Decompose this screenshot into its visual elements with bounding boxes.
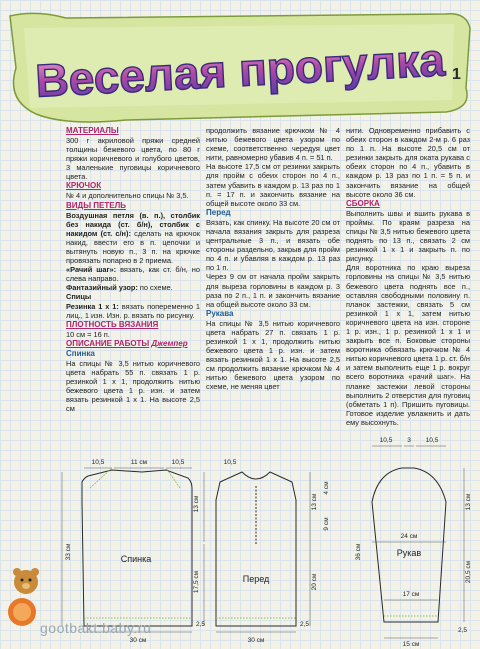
back-dim-width: 30 см <box>129 637 147 644</box>
sleeve-dim-top-mid: 3 <box>407 437 411 444</box>
heading-back: Спинка <box>66 348 95 358</box>
text-loops: сделать на крючок накид, ввести его в п. цепочки и вытянуть новую п., 3 п. на крючке провязать попарно в 2 приема. <box>66 228 200 266</box>
column-1 <box>66 126 200 413</box>
text-sleeve: На спицы № 3,5 нитью коричневого цвета набрать 27 п. связать 1 р. резинкой 1 х 1, продолжить нитью бежевого цвета 1 р. изн. и затем вязать резинкой 1 х 1. На высоте 2,5 см продолжить вязание крючком № 4 нитью бежевого цвета узором по схеме, не меняя цвет <box>206 318 340 392</box>
sleeve-dim-rib: 2,5 <box>458 627 468 634</box>
front-dim-width: 30 см <box>247 637 265 644</box>
back-label: Спинка <box>120 554 152 564</box>
text-fancy: по схеме. <box>139 283 173 293</box>
sleeve-dim-width-bottom: 17 см <box>402 591 420 598</box>
back-dim-lower: 17,5 см <box>193 570 200 594</box>
heading-needles: Спицы <box>66 292 92 302</box>
heading-sleeve: Рукава <box>206 308 234 318</box>
sleeve-dim-top-left: 10,5 <box>379 437 393 444</box>
sleeve-dim-lower: 20,5 см <box>465 560 472 584</box>
text-col2-p1: продолжить вязание крючком № 4 нитью бежевого цвета узором по схеме, соответственно чередуя цвет нити, равномерно убавив 4 п. = 51 п. <box>206 126 340 163</box>
front-dim-upper: 13 см <box>311 493 318 511</box>
heading-materials: МАТЕРИАЛЫ <box>66 126 119 135</box>
heading-hook: КРЮЧОК <box>66 181 102 191</box>
sleeve-dim-total: 36 см <box>355 543 362 561</box>
text-fancy-bold: Фантазийный узор: <box>66 283 138 293</box>
front-outline <box>216 472 296 626</box>
text-materials: 300 г акриловой пряжи средней толщины бежевого цвета, по 80 г пряжи коричневого и голубого цветов, 3 маленькие пуговицы коричневого цвета. <box>66 136 200 182</box>
pattern-diagram <box>0 432 480 649</box>
front-dim-top: 10,5 <box>223 459 237 466</box>
heading-front: Перед <box>206 207 231 217</box>
sleeve-dim-width-top: 24 см <box>400 533 418 540</box>
text-col3-p1: нити. Одновременно прибавить с обеих сторон в каждом 2-м р. 6 раз по 1 п. На высоте 20,5 см от резинки закрыть для оката рукава с обеих сторон по 4 п., убавить в каждом р. 13 раз по 1 п. = 5 п. и закончить вязание на общей высоте около 36 см. <box>346 126 470 199</box>
text-hook: № 4 и дополнительно спицы № 3,5. <box>66 191 189 201</box>
front-label: Перед <box>242 574 270 584</box>
back-outline <box>82 470 192 626</box>
heading-density: ПЛОТНОСТЬ ВЯЗАНИЯ <box>66 319 159 329</box>
text-rib-bold: Резинка 1 х 1: <box>66 301 119 311</box>
watermark: gootbakt.baby.ru <box>40 620 152 636</box>
title-banner <box>6 8 474 126</box>
back-shoulder-guides <box>90 468 180 488</box>
heading-work-sub: Джемпер <box>151 338 188 348</box>
back-dim-top-left: 10,5 <box>91 459 105 466</box>
text-loops-bold: Воздушная петля (в. п.), столбик без накида (ст. б/н), столбик с накидом (ст. с/н): <box>66 210 200 238</box>
back-dim-total: 33 см <box>65 543 72 561</box>
page-number: 1 <box>452 66 461 83</box>
text-rib: вязать попеременно 1 лиц., 1 изн. Изн. р. вязать по рисунку. <box>66 301 200 320</box>
text-col2-p2: На высоте 17,5 см от резинки закрыть для пройм с обеих сторон по 4 п., затем убавить в каждом р. 13 раз по 1 п. = 17 п. и закончить вязание на общей высоте около 33 см. <box>206 162 340 208</box>
text-col3-p2: Выполнить швы и вшить рукава в проймы. По краям разреза на спицы № 3,5 нитью бежевого цвета поднять по 13 п., связать 2 см резинкой 1 х 1 и закрыть п. по рисунку. <box>346 208 470 264</box>
text-front-2: Через 9 см от начала пройм закрыть для выреза горловины в каждом р. 3 раза по 2 п., 1 п. и закончить вязание на общей высоте около 33 см. <box>206 272 340 309</box>
back-dim-top-mid: 11 см <box>130 459 148 466</box>
text-crab: вязать, как ст. б/н, но слева направо. <box>66 265 200 284</box>
front-dim-neck: 4 см <box>323 481 330 495</box>
text-back: На спицы № 3,5 нитью коричневого цвета набрать 55 п. связать 1 р. резинкой 1 х 1, продолжить нитью бежевого цвета 1 р. изн. и затем вязать резинкой 1 х 1. На высоте 2,5 см <box>66 358 200 414</box>
bear-mascot <box>8 568 39 626</box>
back-dim-upper: 13 см <box>193 495 200 513</box>
front-dim-lower: 20 см <box>311 573 318 591</box>
heading-loops: ВИДЫ ПЕТЕЛЬ <box>66 200 126 210</box>
text-density: 10 см = 16 п. <box>66 329 110 339</box>
back-dim-top-right: 10,5 <box>171 459 185 466</box>
sleeve-dim-top-right: 10,5 <box>425 437 439 444</box>
heading-work: ОПИСАНИЕ РАБОТЫ <box>66 338 150 348</box>
heading-assembly: СБОРКА <box>346 198 380 208</box>
sleeve-dim-cuff: 15 см <box>402 641 420 648</box>
sleeve-dim-upper: 13 см <box>465 493 472 511</box>
front-dim-slit: 9 см <box>323 517 330 531</box>
text-crab-bold: «Рачий шаг»: <box>66 265 117 275</box>
text-front-1: Вязать, как спинку. На высоте 20 см от начала вязания закрыть для разреза центральные 3 п., и вязать обе стороны раздельно, закрыв для пройм по 4 п. и убавляя в каждом р. 13 раз по 1 п. <box>206 217 340 273</box>
front-dim-rib: 2,5 <box>300 621 310 628</box>
back-dim-rib: 2,5 <box>196 621 206 628</box>
text-col3-p3: Для воротника по краю выреза горловины на спицы № 3,5 нитью бежевого цвета поднять все п., оставляя свободными половину п. планок застежки, связать 5 см резинкой 1 х 1, затем нитью коричневого цвета на изн. стороне 1 р. изн., 1 р. резинкой 1 х 1 и закрыть все п. Боковые стороны воротника обвязать крючком № 4 нитью коричневого цвета 1 р. ст. б/н и затем выполнить еще 1 р. вокруг всего воротника «рачий шаг». На планке застежки левой стороны выполнить 2 отверстия для пуговиц (обметать 1 п). Пришить пуговицы. Готовое изделие увлажнить и дать ему высохнуть. <box>346 263 470 427</box>
sleeve-label: Рукав <box>396 548 422 558</box>
page-title: Веселая прогулка <box>34 33 447 107</box>
column-2 <box>206 126 340 392</box>
sleeve-outline <box>372 468 446 622</box>
column-3 <box>346 126 470 427</box>
